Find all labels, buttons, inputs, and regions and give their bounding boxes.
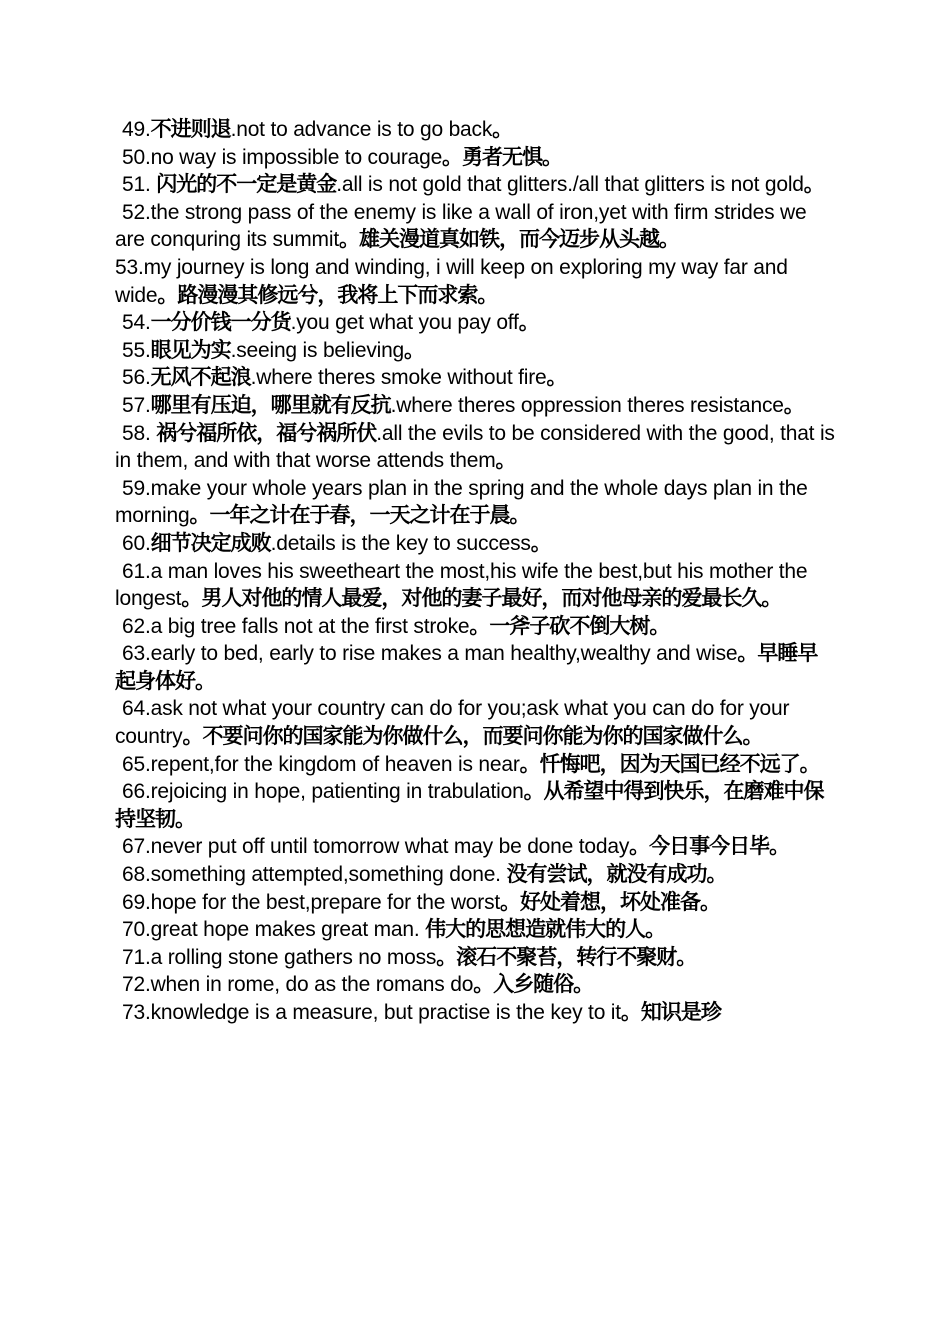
chinese-text: 祸兮福所依，福兮祸所伏 (156, 420, 377, 445)
proverb-entry (115, 171, 837, 199)
chinese-text: 。今日事今日毕。 (629, 834, 790, 859)
chinese-text: 。一斧子砍不倒大树。 (469, 613, 670, 638)
chinese-text: 。知识是珍 (620, 1000, 721, 1024)
proverb-entry (115, 309, 837, 337)
english-text: 62.a big tree falls not at the first stroke (122, 614, 470, 638)
proverb-entry (115, 613, 837, 641)
english-text: 61.a man loves his sweetheart the most,his wife the best,but his mother the longest (115, 559, 808, 611)
english-text: .seeing is believing (230, 338, 405, 362)
english-text: 51. (122, 173, 157, 197)
chinese-text: 。入乡随俗。 (473, 972, 594, 997)
proverb-entry (115, 144, 837, 172)
english-text: 50.no way is impossible to courage (122, 145, 443, 169)
chinese-text: 闪光的不一定是黄金 (156, 172, 337, 197)
chinese-text: 。 (495, 448, 516, 473)
english-text: 64.ask not what your country can do for you;ask what you can do for your country (115, 697, 790, 749)
chinese-text: 眼见为实 (150, 337, 231, 362)
english-text: 69.hope for the best,prepare for the worst (122, 890, 500, 914)
chinese-text: 。雄关漫道真如铁，而今迈步从头越。 (338, 227, 679, 252)
english-text: .all is not gold that glitters./all that glitters is not gold (336, 173, 804, 197)
english-text: 67.never put off until tomorrow what may be done today (122, 835, 630, 859)
chinese-text: 。 (546, 365, 567, 390)
english-text: 59.make your whole years plan in the spring and the whole days plan in the morning (115, 476, 808, 528)
proverb-entry (115, 751, 837, 779)
english-text: 65.repent,for the kingdom of heaven is near (122, 752, 520, 776)
english-text: 52.the strong pass of the enemy is like a wall of iron,yet with firm strides we are conquring its summit (115, 200, 807, 252)
proverb-entry (115, 695, 837, 750)
chinese-text: 伟大的思想造就伟大的人。 (425, 917, 666, 942)
english-text: 68.something attempted,something done. (122, 863, 507, 887)
proverb-entry (115, 392, 837, 420)
chinese-text: 无风不起浪 (150, 365, 251, 390)
english-text: 73.knowledge is a measure, but practise is the key to it (122, 1001, 621, 1024)
proverb-entry (115, 337, 837, 365)
english-text: 53.my journey is long and winding, i will keep on exploring my way far and wide (115, 255, 788, 307)
chinese-text: 。早睡早起身体好。 (115, 641, 818, 693)
proverb-entry (115, 254, 837, 309)
chinese-text: 哪里有压迫，哪里就有反抗 (150, 392, 391, 417)
english-text: 55. (122, 338, 151, 362)
english-text: 63.early to bed, early to rise makes a man healthy,wealthy and wise (122, 642, 738, 666)
english-text: 58. (122, 421, 157, 445)
english-text: .where theres smoke without fire (250, 366, 547, 390)
english-text: .where theres oppression theres resistance (390, 393, 784, 417)
chinese-text: 。 (492, 117, 513, 141)
proverb-entry (115, 861, 837, 889)
chinese-text: 。从希望中得到快乐，在磨难中保持坚韧。 (115, 779, 824, 831)
proverb-entry (115, 364, 837, 392)
chinese-text: 。 (404, 337, 425, 362)
english-text: .you get what you pay off (290, 311, 519, 335)
proverb-entry (115, 944, 837, 972)
chinese-text: 细节决定成败 (150, 530, 271, 555)
chinese-text: 。滚石不聚苔，转行不聚财。 (436, 944, 697, 969)
chinese-text: 没有尝试，就没有成功。 (506, 862, 727, 887)
chinese-text: 。不要问你的国家能为你做什么，而要问你能为你的国家做什么。 (182, 724, 763, 749)
english-text: 66.rejoicing in hope, patienting in trabulation (122, 780, 524, 804)
proverb-entry (115, 971, 837, 999)
chinese-text: 一分价钱一分货 (150, 310, 291, 335)
english-text: 70.great hope makes great man. (122, 918, 426, 942)
chinese-text: 。 (530, 530, 551, 555)
proverb-entry (115, 889, 837, 917)
proverb-entry (115, 199, 837, 254)
proverb-entry (115, 558, 837, 613)
chinese-text: 。路漫漫其修远兮，我将上下而求索。 (157, 282, 498, 307)
english-text: 54. (122, 311, 151, 335)
chinese-text: 。男人对他的情人最爱，对他的妻子最好，而对他母亲的爱最长久。 (181, 586, 782, 611)
chinese-text: 。好处着想，坏处准备。 (500, 889, 720, 914)
proverb-entry (115, 530, 837, 558)
english-text: 57. (122, 393, 151, 417)
proverb-entry (115, 778, 837, 833)
proverb-entry (115, 999, 837, 1027)
english-text: 49. (122, 118, 151, 141)
proverb-entry (115, 116, 837, 144)
chinese-text: 。 (783, 392, 804, 417)
proverb-entry (115, 833, 837, 861)
chinese-text: 。一年之计在于春，一天之计在于晨。 (189, 503, 530, 528)
chinese-text: 。 (518, 310, 539, 335)
english-text: 56. (122, 366, 151, 390)
proverb-list (115, 116, 837, 1027)
proverb-entry (115, 640, 837, 695)
chinese-text: 。勇者无惧。 (442, 144, 563, 169)
chinese-text: 。忏悔吧，因为天国已经不远了。 (519, 751, 820, 776)
proverb-entry (115, 420, 837, 475)
english-text: 71.a rolling stone gathers no moss (122, 945, 437, 969)
proverb-entry (115, 916, 837, 944)
chinese-text: 不进则退 (150, 117, 231, 141)
english-text: .not to advance is to go back (230, 118, 493, 141)
proverb-entry (115, 475, 837, 530)
chinese-text: 。 (803, 172, 824, 197)
english-text: 72.when in rome, do as the romans do (122, 973, 474, 997)
english-text: 60. (122, 531, 151, 555)
english-text: .details is the key to success (270, 531, 531, 555)
english-text: .all the evils to be considered with the good, that is in them, and with that worse attends them (115, 421, 835, 473)
